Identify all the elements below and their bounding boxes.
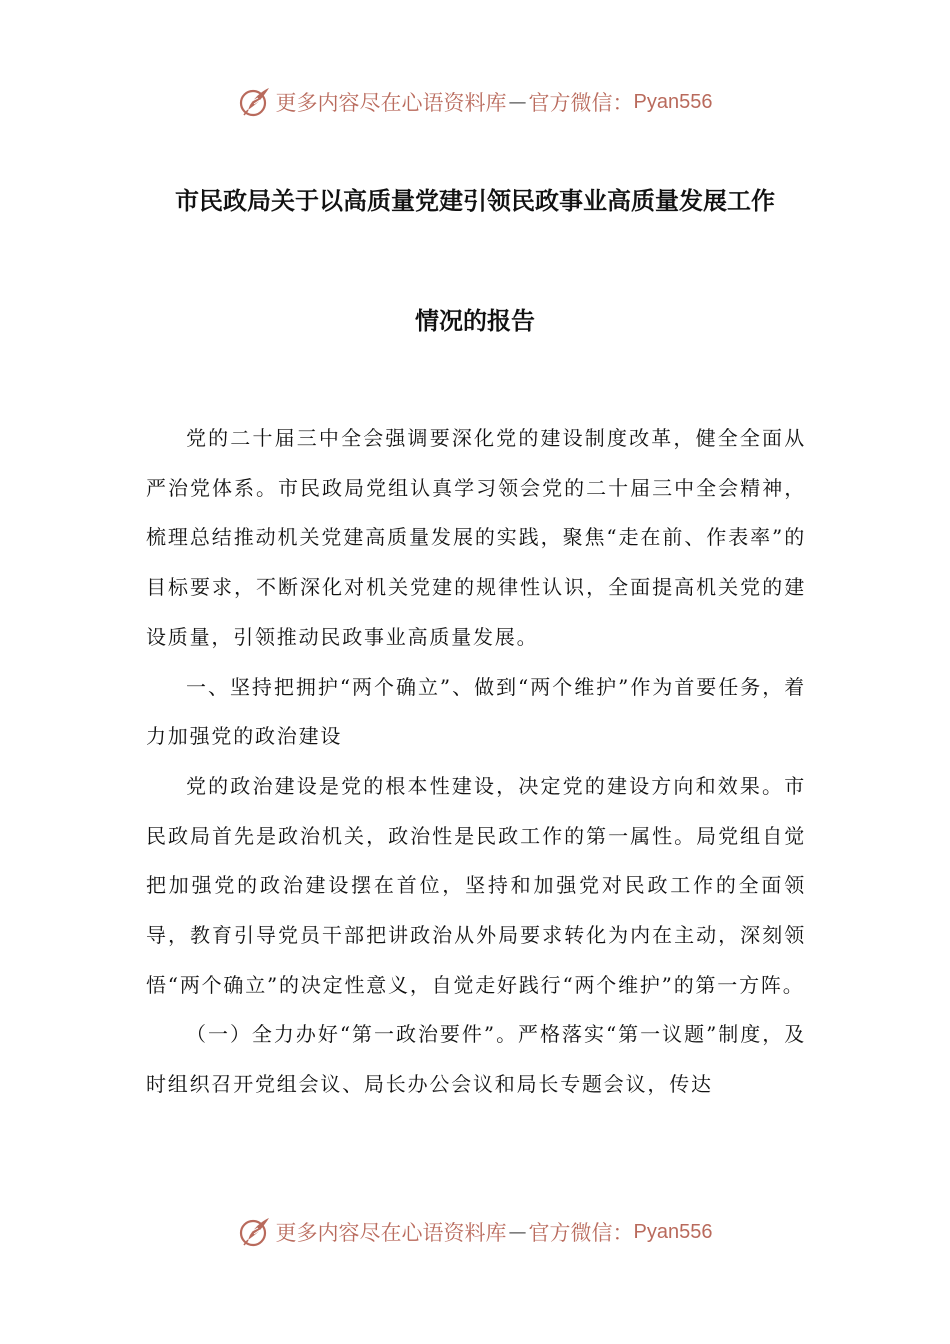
document-title-line-1: 市民政局关于以高质量党建引领民政事业高质量发展工作 [175,186,775,215]
subsection-1: （一）全力办好“第一政治要件”。严格落实“第一议题”制度，及时组织召开党组会议、局长办公会议和局长专题会议，传达 [146,1022,806,1097]
section-heading-1: 一、坚持把拥护“两个确立”、做到“两个维护”作为首要任务，着力加强党的政治建设 [146,674,806,749]
watermark-account: Pyan556 [633,1220,713,1243]
watermark-main-text: 更多内容尽在心语资料库 [275,1221,507,1245]
watermark-label: 官方微信： [528,1221,634,1245]
watermark-main-text: 更多内容尽在心语资料库 [275,91,507,115]
document-title-line-2: 情况的报告 [415,306,535,335]
watermark-account: Pyan556 [633,90,713,113]
watermark-separator: — [508,91,527,113]
paragraph-political-construction: 党的政治建设是党的根本性建设，决定党的建设方向和效果。市民政局首先是政治机关，政治性是民政工作的第一属性。局党组自觉把加强党的政治建设摆在首位，坚持和加强党对民政工作的全面领导，教育引导党员干部把讲政治从外局要求转化为内在主动，深刻领悟“两个确立”的决定性意义，自觉走好践行“两个维护”的第一方阵。 [146,773,806,997]
watermark-label: 官方微信： [528,91,634,115]
footer-watermark [0,1210,950,1254]
feather-pen-logo-icon [238,85,272,119]
header-watermark [0,80,950,124]
watermark-separator: — [508,1221,527,1243]
feather-pen-logo-icon [238,1215,272,1249]
document-body [146,414,806,1110]
paragraph-intro: 党的二十届三中全会强调要深化党的建设制度改革，健全全面从严治党体系。市民政局党组认真学习领会党的二十届三中全会精神，梳理总结推动机关党建高质量发展的实践，聚焦“走在前、作表率”的目标要求，不断深化对机关党建的规律性认识，全面提高机关党的建设质量，引领推动民政事业高质量发展。 [146,426,806,649]
